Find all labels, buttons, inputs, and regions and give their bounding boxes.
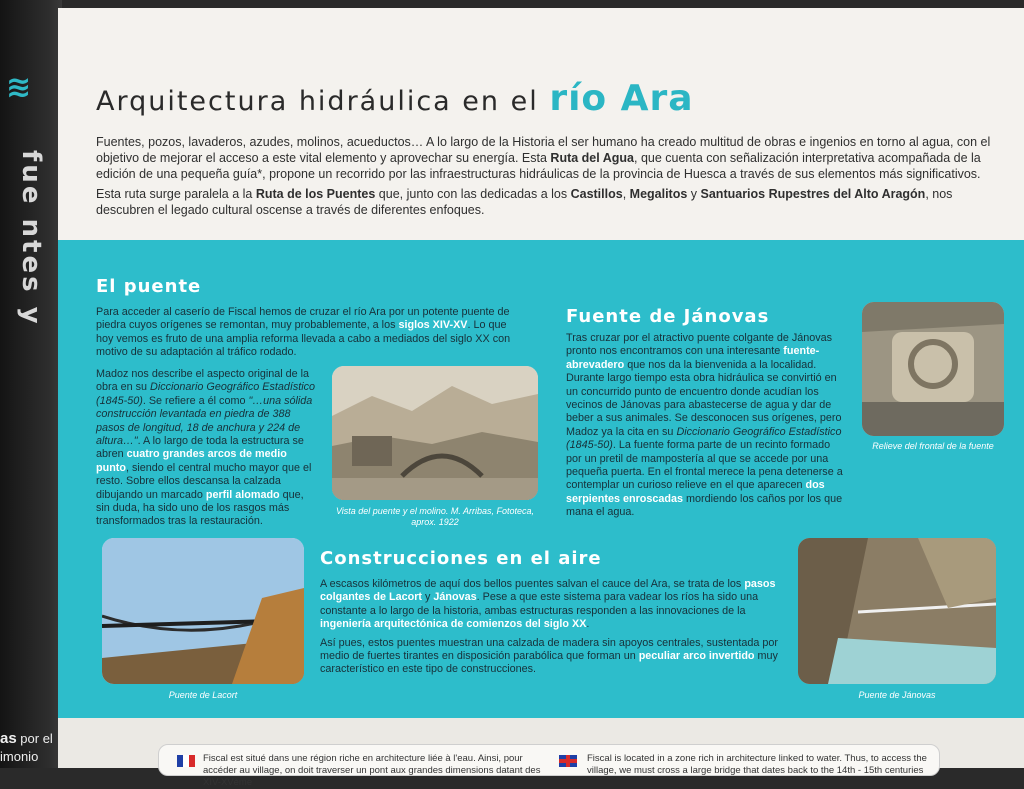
fuente-p-d: Diccionario Geográfico Estadístico (1845-50) xyxy=(566,425,842,452)
intro-p1-a: Fuentes, pozos, lavaderos, azudes, molinos, acueductos… A lo largo de la Historia el ser humano ha creado multitud de obras e ingenios en torno al agua, con el objetivo de mejorar el acceso a este vital elemento y aprovechar su energía. Esta xyxy=(96,135,991,165)
intro-p2-a: Esta ruta surge paralela a la xyxy=(96,187,256,201)
aire-text xyxy=(320,578,782,682)
left-post xyxy=(0,0,62,768)
aire-p1-c: y xyxy=(422,591,434,604)
fuente-p-g: mordiendo los caños por los que mana el agua. xyxy=(566,492,843,519)
aire-p2-b: peculiar arco invertido xyxy=(638,650,755,663)
puente-p2-h: perfil alomado xyxy=(205,488,280,501)
intro-paragraph-2 xyxy=(96,186,996,218)
fuente-p-f: dos serpientes enroscadas xyxy=(566,479,825,505)
post-bottom-bold: as xyxy=(0,730,17,747)
fuente-text xyxy=(566,332,848,525)
puente-p2-i: que, sin duda, ha sido uno de los rasgos más transformados tras la restauración. xyxy=(96,488,304,528)
fuente-p-b: fuente-abrevadero xyxy=(566,345,820,371)
puente-p2-c: . Se refiere a él como xyxy=(142,394,249,407)
aire-p2-c: muy característico en este tipo de construcciones. xyxy=(320,650,778,676)
cyan-content-band xyxy=(58,240,1024,718)
janovas-bridge-illustration xyxy=(798,538,996,684)
intro-p1-c: , que cuenta con señalización interpretativa acompañada de la edición de una pequeña guía*, propone un recorrido por las infraestructuras hidráulicas de la provincia de Huesca a través de sus elementos más significativos. xyxy=(96,151,981,181)
puente-p2-a: Madoz nos describe el aspecto original de la obra en su xyxy=(96,368,310,394)
puente-p2-b: Diccionario Geográfico Estadístico (1845-50) xyxy=(96,381,316,407)
aire-p1-f: ingeniería arquitectónica de comienzos del siglo XX xyxy=(320,618,587,631)
fuente-p-c: que nos da la bienvenida a la localidad. Durante largo tiempo esta obra hidráulica se convirtió en un concurrido punto de encuentro donde acudían los vecinos de Jánovas para abastecerse de agua y dar de beber a sus animales. Se desconocen sus orígenes, pero Madoz ya la cita en su xyxy=(566,358,842,438)
puente-p1-c: . Lo que hoy vemos es fruto de una amplia reforma llevada a cabo a mediados del siglo XX con motivo de su adaptación al tráfico rodado. xyxy=(96,319,511,359)
puente-p1-b: siglos XIV-XV xyxy=(398,319,468,332)
puente-text-2 xyxy=(96,368,318,534)
post-vertical-text: fue ntes y xyxy=(16,150,46,327)
puente-text-1 xyxy=(96,306,512,365)
translation-box xyxy=(158,744,940,788)
intro-p2-b: Ruta de los Puentes xyxy=(255,187,376,201)
photo-janovas-bridge xyxy=(798,538,996,684)
intro-paragraph-1 xyxy=(96,134,996,182)
photo-caption-lacort: Puente de Lacort xyxy=(168,690,238,700)
footer-french-text: Fiscal est situé dans une région riche en architecture liée à l'eau. Ainsi, pour accéder au village, on doit traverser un pont aux grandes dimensions datant des XIV-XVème xyxy=(203,753,541,788)
post-bottom-rest: por el xyxy=(16,731,53,746)
footer-english-text: Fiscal is located in a zone rich in architecture linked to water. Thus, to access the village, we must cross a large bridge that dates back to the 14th - 15th centuries xyxy=(587,753,927,776)
aire-p1-d: Jánovas xyxy=(433,591,477,604)
title-highlight: río Ara xyxy=(549,78,694,119)
photo-caption-historic-bridge: Vista del puente y el molino. M. Arribas, Fototeca, aprox. 1922 xyxy=(335,506,535,527)
french-flag-icon xyxy=(177,755,195,767)
photo-caption-fountain: Relieve del frontal de la fuente xyxy=(872,441,994,451)
aire-p1-a: A escasos kilómetros de aquí dos bellos puentes salvan el cauce del Ara, se trata de los xyxy=(320,578,745,590)
intro-p1-bold: Ruta del Agua xyxy=(550,151,634,165)
intro-p2-d: Castillos xyxy=(570,187,623,201)
historic-bridge-illustration xyxy=(332,366,538,500)
intro-text xyxy=(96,134,996,222)
translation-footer xyxy=(58,718,1024,788)
wave-logo-icon: ≋ xyxy=(6,70,32,105)
uk-flag-icon xyxy=(559,755,577,767)
intro-p2-c: que, junto con las dedicadas a los xyxy=(375,187,571,201)
section-title-aire: Construcciones en el aire xyxy=(320,548,602,569)
fountain-relief-illustration xyxy=(862,302,1004,436)
intro-p2-g: y xyxy=(687,187,701,201)
post-bottom-line2: imonio xyxy=(0,749,39,764)
photo-lacort-bridge xyxy=(102,538,304,684)
photo-historic-bridge xyxy=(332,366,538,500)
fuente-p-e: . La fuente forma parte de un recinto formado por un pretil de mampostería al que se accede por una pequeña puerta. En el frontal merece la pena detenerse a contemplar un curioso relieve en el que aparecen xyxy=(566,439,843,492)
aire-p1-b: pasos colgantes de Lacort xyxy=(320,578,776,604)
fuente-p-a: Tras cruzar por el atractivo puente colgante de Jánovas pronto nos encontramos con una interesante xyxy=(566,332,833,358)
aire-p1-g: . xyxy=(586,618,590,631)
aire-p2-a: Así pues, estos puentes muestran una calzada de madera sin apoyos centrales, sustentada por medio de fuertes tirantes en disposición parabólica que forman un xyxy=(320,636,778,663)
puente-p2-d: "…una sólida construcción levantada en piedra de 388 pasos de longitud, 18 de anchura y 224 de altura…" xyxy=(96,394,313,448)
intro-p2-e: , xyxy=(622,187,630,201)
post-bottom-text xyxy=(0,730,53,766)
puente-p1-a: Para acceder al caserío de Fiscal hemos de cruzar el río Ara por un potente puente de piedra cuyos orígenes se remontan, muy probablemente, a los xyxy=(96,306,510,332)
puente-p2-e: . A lo largo de toda la estructura se abren xyxy=(96,435,304,461)
intro-p2-h: Santuarios Rupestres del Alto Aragón xyxy=(700,187,926,201)
intro-p2-f: Megalitos xyxy=(629,187,688,201)
section-title-fuente: Fuente de Jánovas xyxy=(566,306,770,327)
puente-p2-f: cuatro grandes arcos de medio punto xyxy=(96,448,287,474)
title-lead: Arquitectura hidráulica en el xyxy=(96,86,550,117)
info-panel xyxy=(58,8,1024,788)
puente-p2-g: , siendo el central mucho mayor que el resto. Sobre ellos descansa la calzada dibujando un marcado xyxy=(96,461,312,501)
page-title xyxy=(96,78,694,119)
lacort-bridge-illustration xyxy=(102,538,304,684)
aire-p1-e: . Pese a que este sistema para vadear los ríos ha sido una constante a lo largo de la historia, ambas estructuras responden a las innovaciones de la xyxy=(320,591,759,617)
photo-fountain-relief xyxy=(862,302,1004,436)
section-title-puente: El puente xyxy=(96,276,202,297)
photo-caption-janovas: Puente de Jánovas xyxy=(858,690,936,700)
intro-p2-i: , nos descubren el legado cultural oscense a través de diferentes enfoques. xyxy=(96,187,953,217)
